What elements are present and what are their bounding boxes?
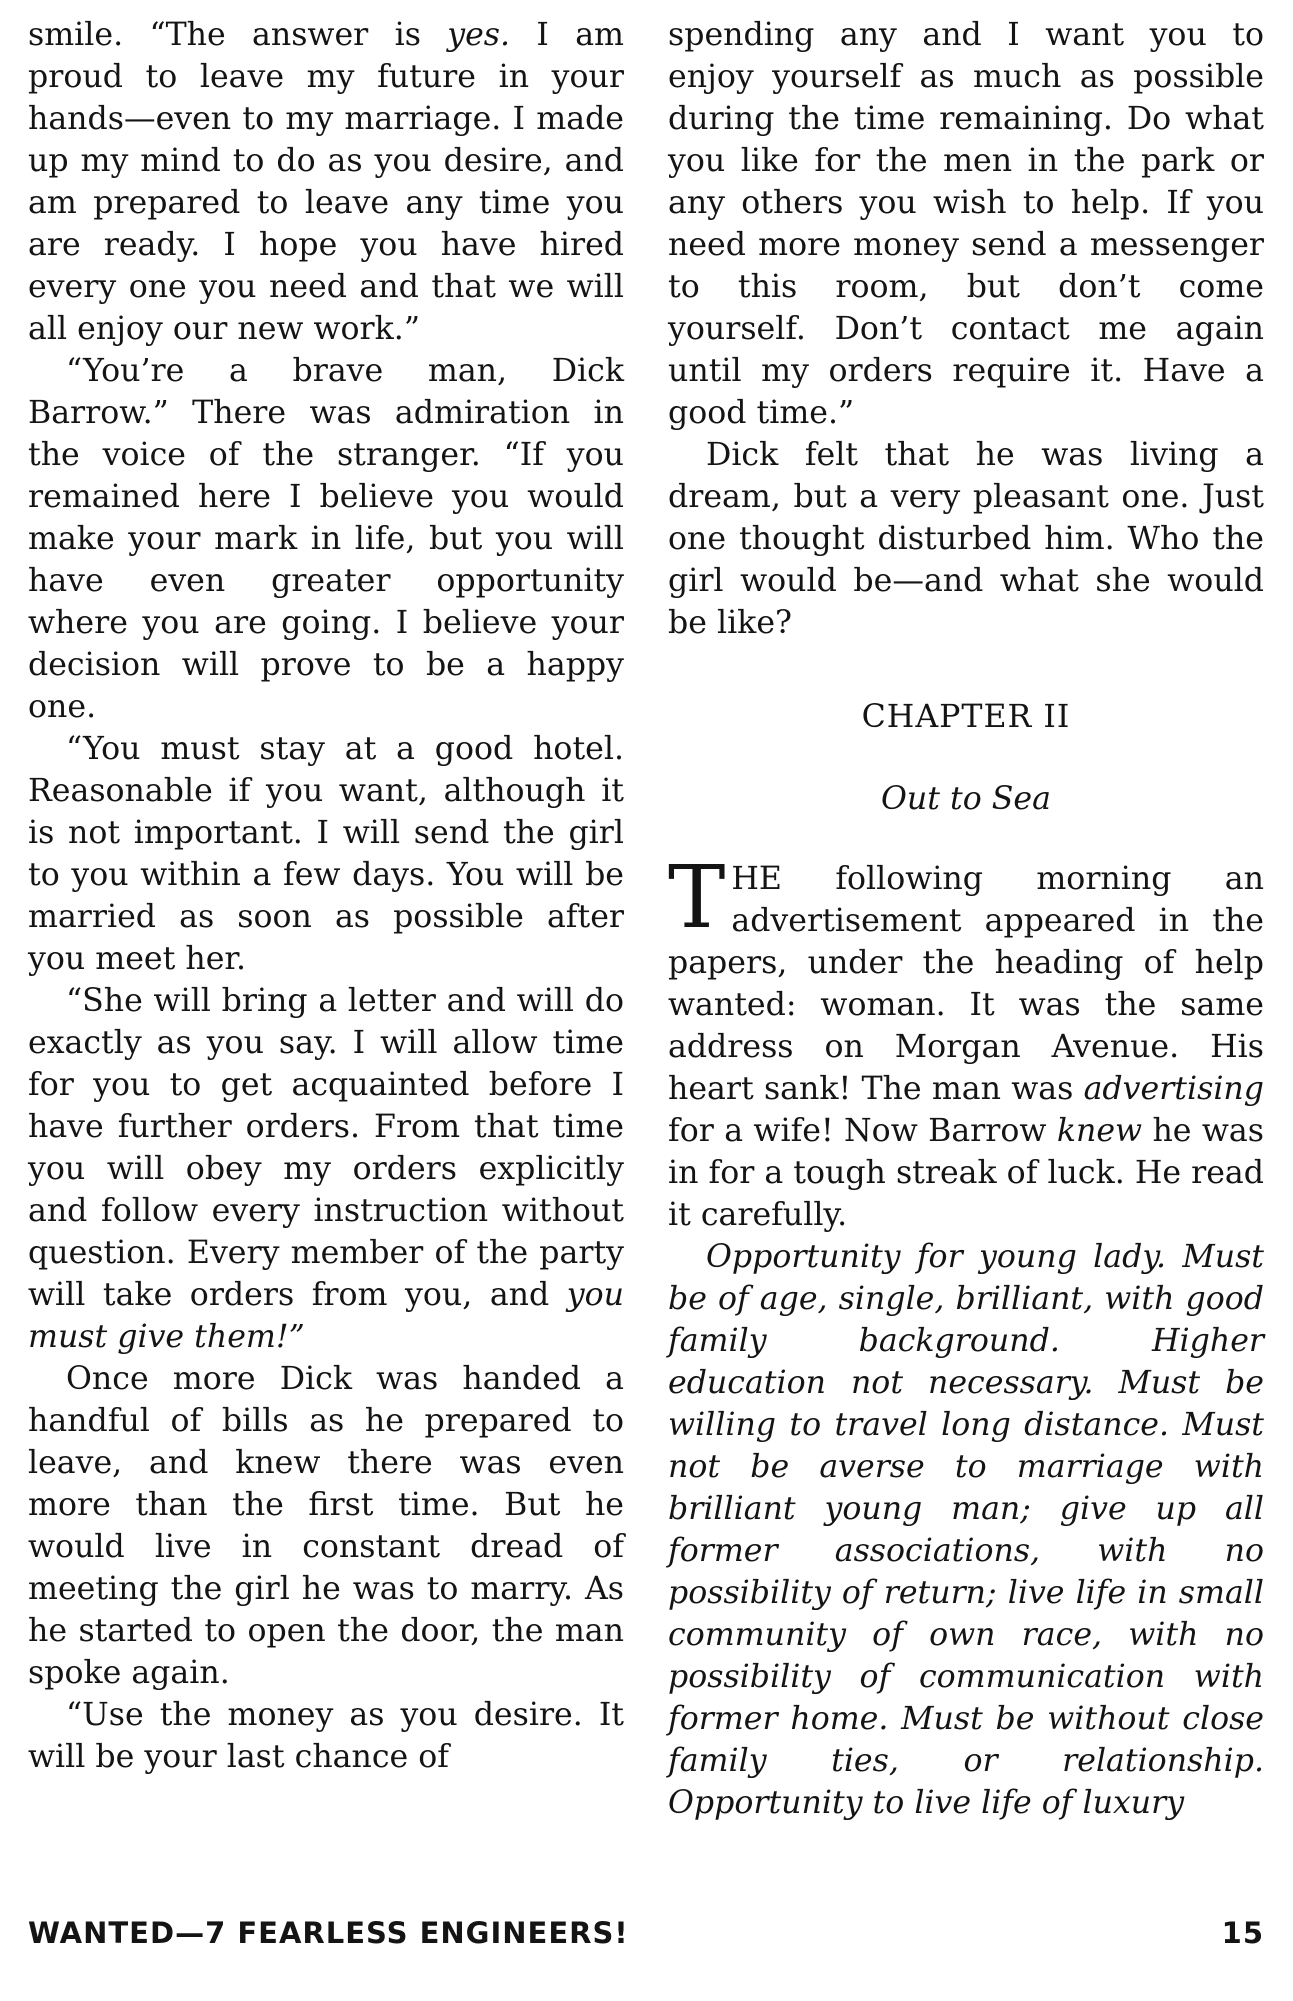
advertisement-text: Opportunity for young lady. Must be of age, single, brilliant, with good family background. Higher education not necessary. Must be willing to travel long distance. Must not be averse to marriage with brilliant young man; give up all former associations, with no possibility of return; live life in small community of own race, with no possibility of communication with former home. Must be without close family ties, or relationship. Opportunity to live life of luxury (668, 1239, 1264, 1821)
text-run: smile. “The answer is (28, 17, 448, 53)
text-run: I am proud to leave my future in your hands—even to my marriage. I made up my mind to do as you desire, and am prepared to leave any time you are ready. I hope you have hired every one you need and that we will all enjoy our new work.” (28, 17, 624, 347)
chapter-heading: CHAPTER II (861, 699, 1071, 735)
paragraph-letter (28, 980, 624, 1358)
text-run: he was in for a tough streak of luck. He read it carefully. (668, 1113, 1264, 1233)
page-footer (28, 1916, 1264, 1960)
paragraph-handful-of-bills: Once more Dick was handed a handful of bills as he prepared to leave, and knew there was even more than the first time. But he would live in constant dread of meeting the girl he was to marry. As he started to open the door, the man spoke again. (28, 1361, 624, 1691)
text-run: for a wife! Now Barrow (668, 1113, 1057, 1149)
italic-run: you must give them!” (28, 1277, 624, 1355)
paragraph-living-a-dream: Dick felt that he was living a dream, but a very pleasant one. Just one thought disturbed him. Who the girl would be—and what she would be like? (668, 437, 1264, 641)
italic-run: advertising (1083, 1071, 1264, 1107)
paragraph-good-hotel: “You must stay at a good hotel. Reasonable if you want, although it is not important. I will send the girl to you within a few days. You will be married as soon as possible after you meet her. (28, 731, 624, 977)
drop-cap: T (668, 848, 726, 948)
paragraph-use-the-money: “Use the money as you desire. It will be your last chance of (28, 1697, 624, 1775)
left-column (28, 14, 624, 1778)
text-run: “She will bring a letter and will do exactly as you say. I will allow time for you to get acquainted before I have further orders. From that time you will obey my orders explicitly and follow every instruction without question. Every member of the party will take orders from you, and (28, 983, 624, 1313)
paragraph-smile (28, 14, 624, 350)
chapter-subtitle: Out to Sea (881, 781, 1051, 817)
italic-run: yes. (447, 17, 511, 53)
italic-run: knew (1056, 1113, 1143, 1149)
running-title: WANTED—7 FEARLESS ENGINEERS! (28, 1916, 629, 1950)
right-column (668, 14, 1264, 1824)
paragraph-spending: spending any and I want you to enjoy yourself as much as possible during the time remaining. Do what you like for the men in the park or any others you wish to help. If you need more money send a messenger to this room, but don’t come yourself. Don’t contact me again until my orders require it. Have a good time.” (668, 17, 1264, 431)
paragraph-brave-man: “You’re a brave man, Dick Barrow.” There was admiration in the voice of the stranger. “If you remained here I believe you would make your mark in life, but you will have even greater opportunity where you are going. I believe your decision will prove to be a happy one. (28, 353, 624, 725)
text-run: HE following morning an advertisement appeared in the papers, under the heading of help wanted: woman. It was the same address on Morgan Avenue. His heart sank! The man was (668, 861, 1264, 1107)
page-number: 15 (1221, 1916, 1264, 1950)
paragraph-advertisement-intro (668, 848, 1264, 1236)
